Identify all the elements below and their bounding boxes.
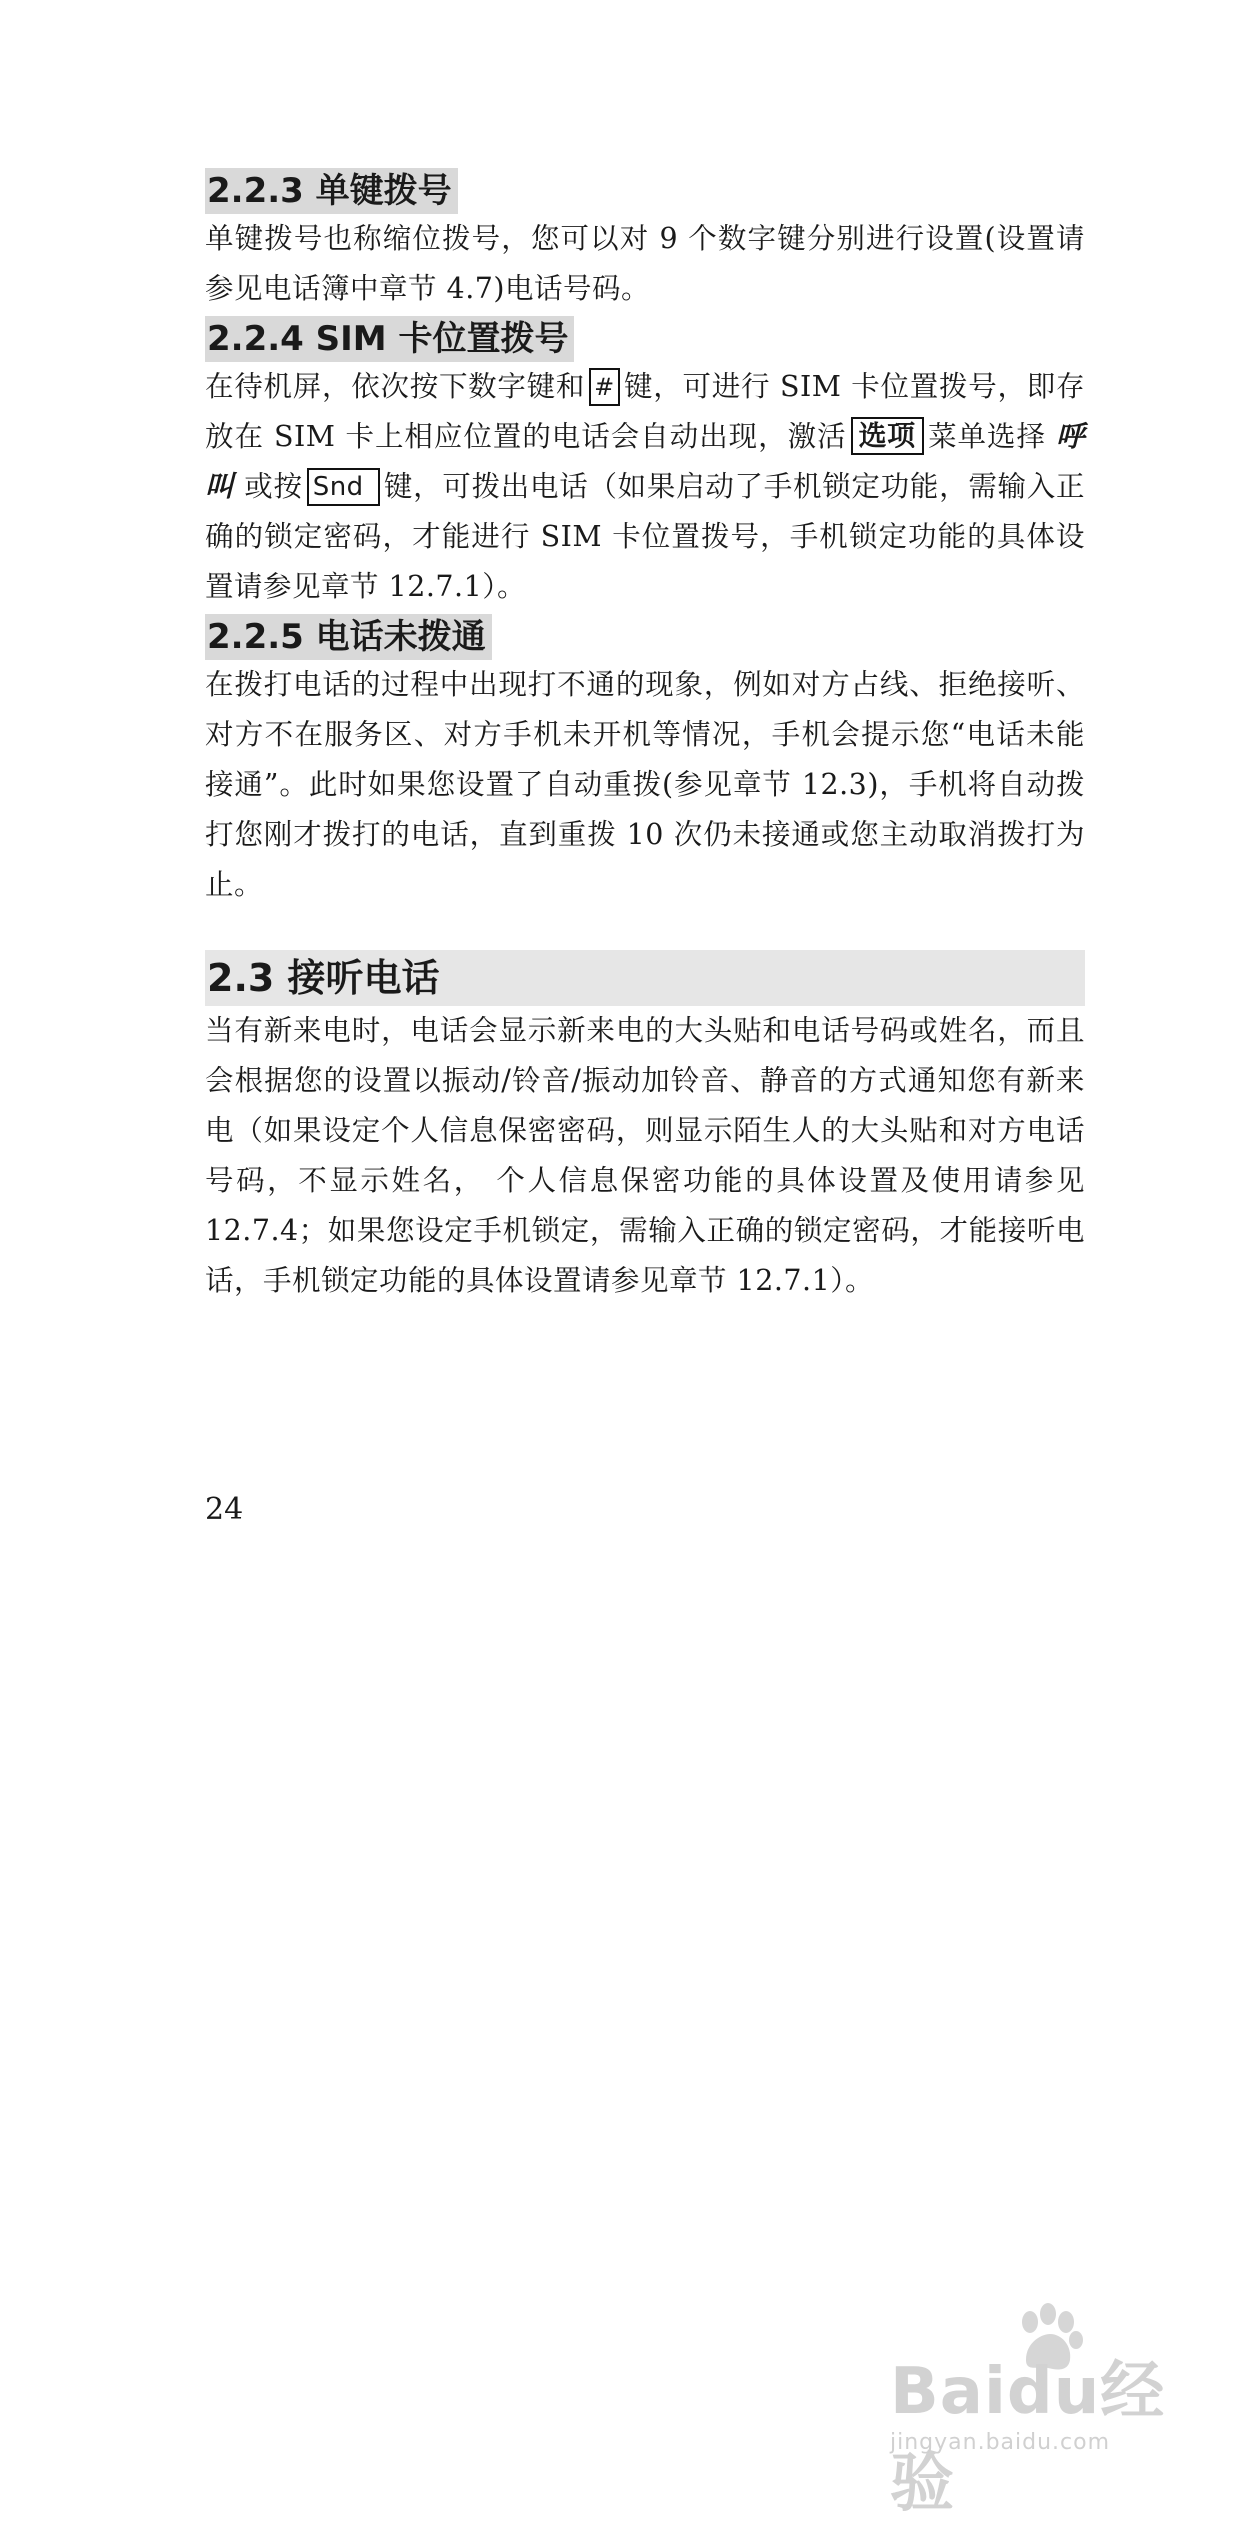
options-key-label: 选项 — [851, 417, 924, 455]
watermark-url: jingyan.baidu.com — [890, 2430, 1111, 2455]
body-text: 键，可拨出电话（如果启动了手机锁定功能，需输入正确的锁定密码，才能进行 SIM 卡位置拨号，手机锁定功能的具体设置请参见章节 12.7.1）。 — [205, 470, 1085, 603]
body-text: 键，可进行 SIM 卡位置拨号，即存放在 SIM 卡上相应位置的电话会自动出现，激活 — [205, 370, 1085, 453]
section-heading: 2.2.5 电话未拨通 — [205, 614, 492, 660]
body-text: 在待机屏，依次按下数字键和 — [205, 370, 586, 403]
section-2-2-4 — [205, 316, 1085, 612]
document-page — [205, 168, 1085, 1306]
section-heading: 2.3 接听电话 — [205, 950, 1085, 1006]
call-menu-label: 呼叫 — [205, 420, 1085, 503]
section-heading: 2.2.4 SIM 卡位置拨号 — [205, 316, 574, 362]
section-heading: 2.2.3 单键拨号 — [205, 168, 458, 214]
section-2-2-5 — [205, 614, 1085, 910]
body-text: 菜单选择 — [927, 420, 1046, 453]
section-2-2-3 — [205, 168, 1085, 314]
body-text: 或按 — [244, 470, 303, 503]
section-body: 在拨打电话的过程中出现打不通的现象，例如对方占线、拒绝接听、对方不在服务区、对方手机未开机等情况，手机会提示您“电话未能接通”。此时如果您设置了自动重拨(参见章节 12.3)，手机将自动拨打您刚才拨打的电话，直到重拨 10 次仍未接通或您主动取消拨打为止。 — [205, 668, 1085, 901]
hash-key-label: # — [589, 368, 620, 406]
section-body: 当有新来电时，电话会显示新来电的大头贴和电话号码或姓名，而且会根据您的设置以振动/铃音/振动加铃音、静音的方式通知您有新来电（如果设定个人信息保密密码，则显示陌生人的大头贴和对方电话号码，不显示姓名， 个人信息保密功能的具体设置及使用请参见 12.7.4；如果您设定手机锁定，需输入正确的锁定密码，才能接听电话，手机锁定功能的具体设置请参见章节 12.7.1）。 — [205, 1014, 1085, 1297]
watermark-brand: Baidu经验 — [890, 2355, 1166, 2521]
section-body — [205, 362, 1085, 612]
section-2-3 — [205, 950, 1085, 1306]
baidu-jingyan-watermark — [890, 2300, 1210, 2521]
snd-key-label: Snd — [307, 468, 380, 506]
page-number: 24 — [205, 1492, 244, 1527]
section-body: 单键拨号也称缩位拨号，您可以对 9 个数字键分别进行设置(设置请参见电话簿中章节 4.7)电话号码。 — [205, 222, 1085, 305]
